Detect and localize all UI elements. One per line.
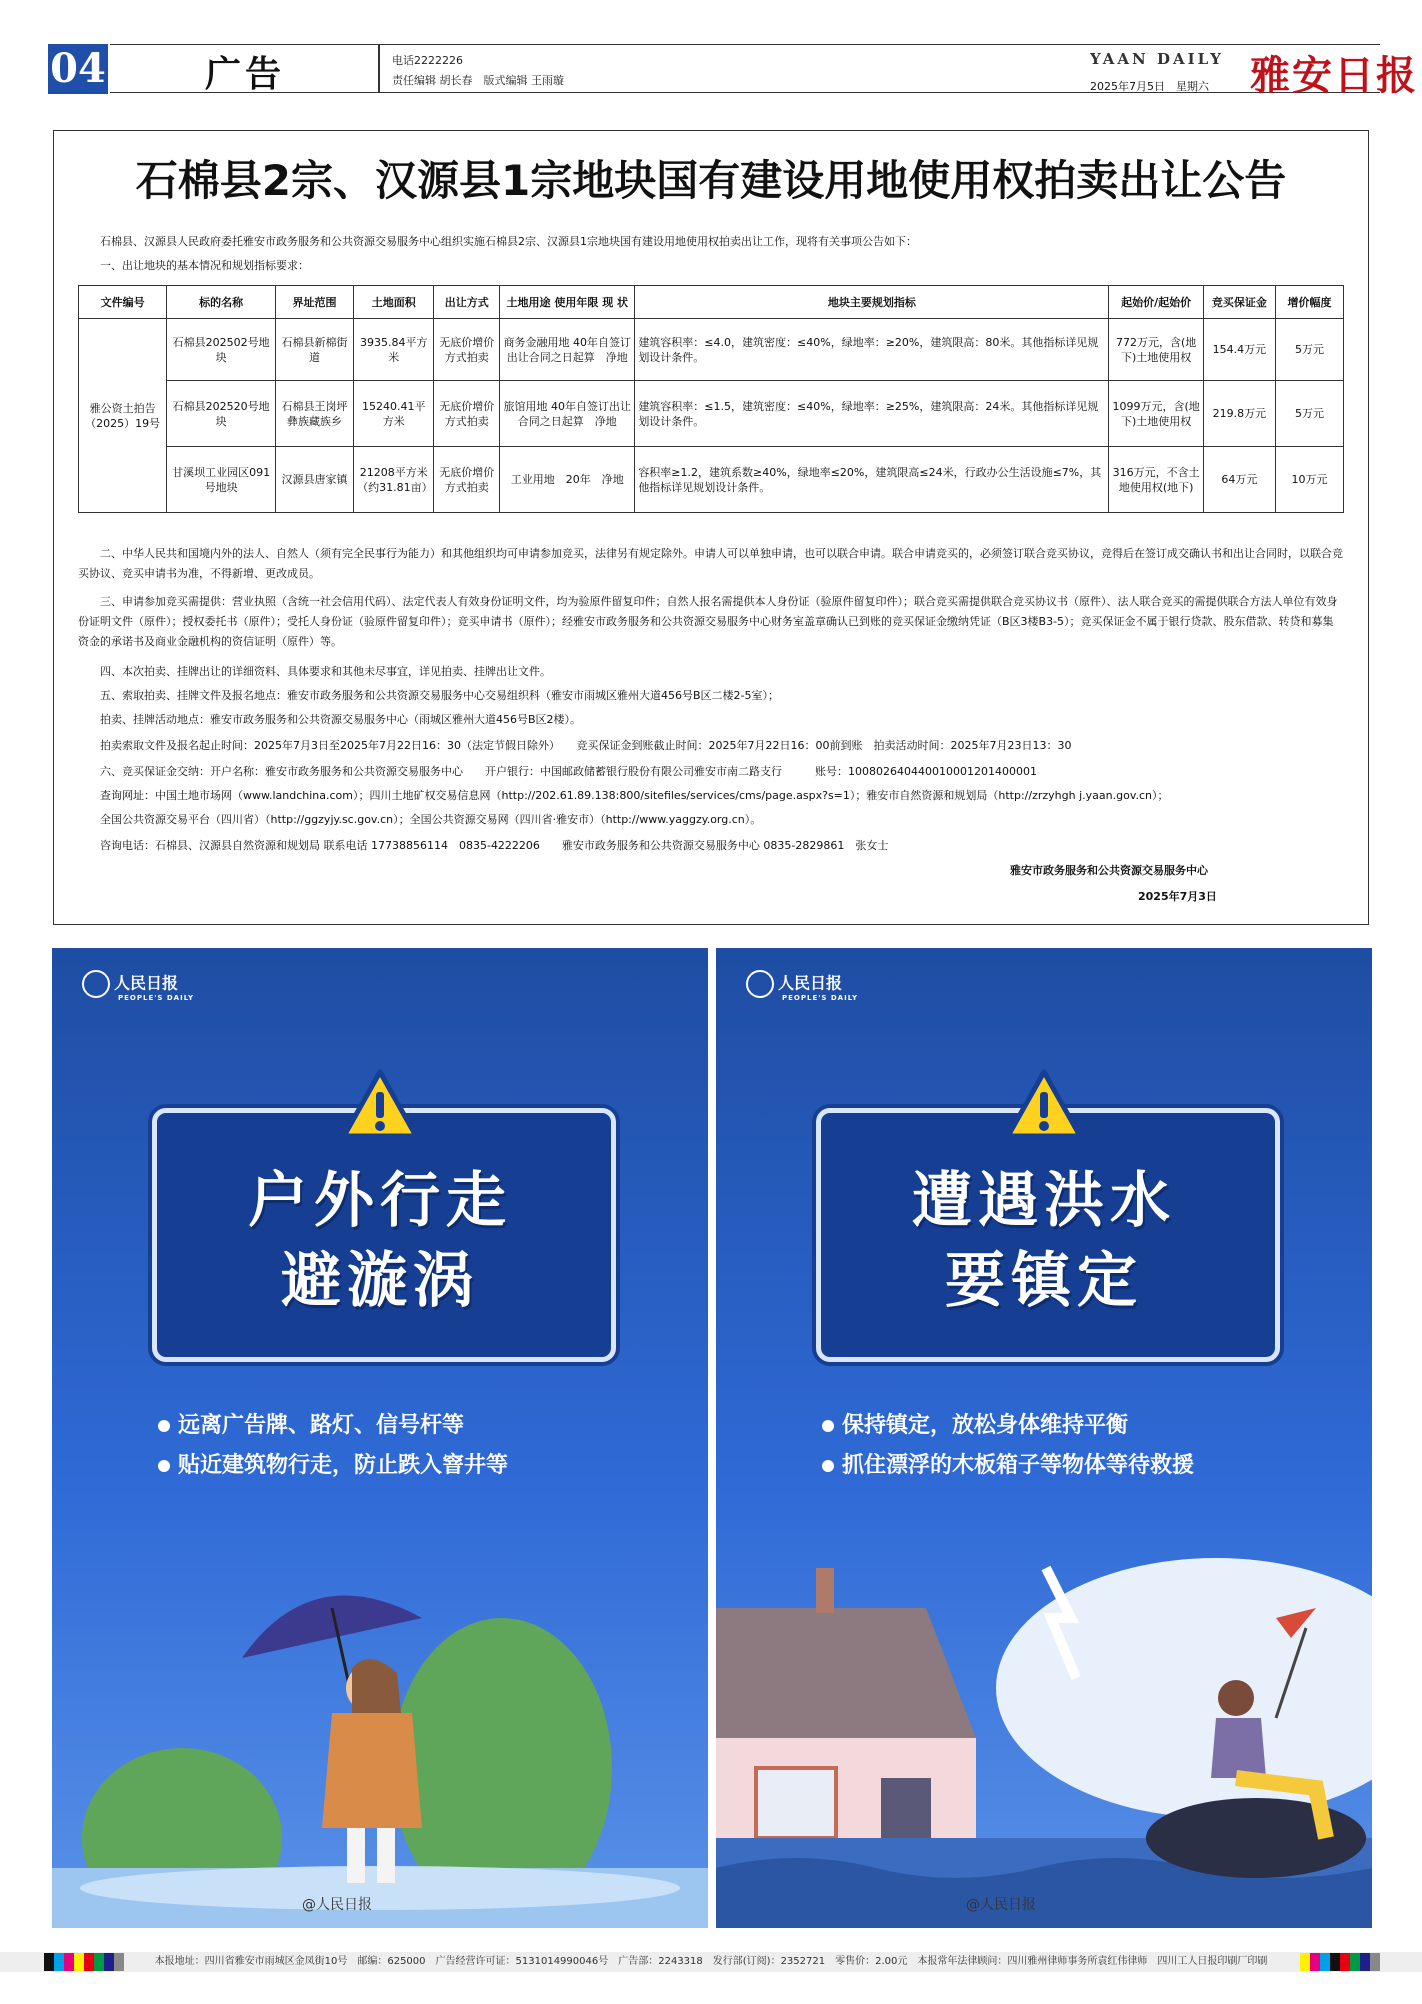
- table-row: [79, 319, 1344, 381]
- poster-logo-en: PEOPLE'S DAILY: [782, 994, 859, 1002]
- file-number: 雅公资土拍告（2025）19号: [79, 319, 167, 513]
- poster-logo-text: 人民日报: [114, 973, 179, 993]
- page-number: 04: [48, 44, 108, 94]
- woman-umbrella-illustration: [52, 1508, 708, 1928]
- header-rule-top: [110, 44, 1380, 45]
- lots-table: [78, 285, 1344, 513]
- at-icon: [746, 970, 774, 998]
- lot-range: 石棉县新棉街道: [275, 319, 353, 381]
- tip-text: 远离广告牌、路灯、信号杆等: [178, 1413, 465, 1438]
- section-2: 二、中华人民共和国境内外的法人、自然人（须有完全民事行为能力）和其他组织均可申请参加竞买，法律另有规定除外。申请人可以单独申请，也可以联合申请。联合申请竞买的，必须签订联合竞买协议，竞得后在签订成交确认书和出让合同时，以联合竞买协议、竞买申请书为准，不得新增、更改成员。: [78, 547, 1343, 580]
- col-header: 文件编号: [79, 286, 167, 319]
- phone: 电话2222226: [392, 54, 463, 67]
- tip-text: 贴近建筑物行走，防止跌入窨井等: [178, 1453, 509, 1478]
- col-header: 地块主要规划指标: [635, 286, 1109, 319]
- col-header: 土地用途 使用年限 现 状: [500, 286, 635, 319]
- lot-price: 1099万元，含(地下)土地使用权: [1109, 381, 1203, 447]
- tip-item: [158, 1448, 508, 1479]
- col-header: 起始价/起始价: [1109, 286, 1203, 319]
- section-4: 四、本次拍卖、挂牌出让的详细资料、具体要求和其他未尽事宜，详见拍卖、挂牌出让文件。: [100, 665, 551, 678]
- col-header: 界址范围: [275, 286, 353, 319]
- lot-use: 旅馆用地 40年自签订出让合同之日起算 净地: [500, 381, 635, 447]
- footer-info: 本报地址：四川省雅安市雨城区金凤街10号 邮编：625000 广告经营许可证：5131014990046号 广告部：2243318 发行部(订阅)：2352721 零售价：2.00元 本报常年法律顾问：四川雅州律师事务所袁红伟律师 四川工人日报印刷厂印刷: [0, 1952, 1422, 1972]
- section-3: 三、申请参加竞买需提供：营业执照（含统一社会信用代码）、法定代表人有效身份证明文件，均为验原件留复印件；自然人报名需提供本人身份证（验原件留复印件）；联合竞买需提供联合竞买协议书（原件）、法人联合竞买的需提供联合方法人单位有效身份证明文件（原件）；授权委托书（原件）；受托人身份证（验原件留复印件）；竞买申请书（原件）；经雅安市政务服务和公共资源交易服务中心财务室盖章确认已到账的竞买保证金缴纳凭证（B区3楼B3-5）；竞买保证金不属于银行贷款、股东借款、转贷和募集资金的承诺书及商业金融机构的资信证明（原件）等。: [78, 595, 1338, 648]
- masthead-logo: 雅安日报: [1250, 52, 1418, 99]
- tip-item: [822, 1448, 1194, 1479]
- poster-headline-2: 要镇定: [945, 1246, 1143, 1316]
- bullet-icon: [822, 1420, 834, 1432]
- lot-range: 汉源县唐家镇: [275, 447, 353, 513]
- section-6-a: 六、竞买保证金交纳：开户名称：雅安市政务服务和公共资源交易服务中心 开户银行：中国邮政储蓄银行股份有限公司雅安市南二路支行 账号：100802640440010001201400001: [100, 765, 1037, 778]
- section-5-b: 拍卖、挂牌活动地点：雅安市政务服务和公共资源交易服务中心（雨城区雅州大道456号B区2楼）。: [100, 713, 582, 726]
- page-header: [0, 0, 1422, 110]
- lot-method: 无底价增价方式拍卖: [434, 447, 500, 513]
- lot-use: 商务金融用地 40年自签订出让合同之日起算 净地: [500, 319, 635, 381]
- tip-text: 保持镇定，放松身体维持平衡: [842, 1413, 1129, 1438]
- lot-area: 15240.41平方米: [354, 381, 434, 447]
- lot-deposit: 219.8万元: [1203, 381, 1275, 447]
- bullet-icon: [158, 1420, 170, 1432]
- section-5-a: 五、索取拍卖、挂牌文件及报名地点：雅安市政务服务和公共资源交易服务中心交易组织科（雅安市雨城区雅州大道456号B区二楼2-5室）；: [100, 689, 780, 702]
- tip-item: [158, 1408, 464, 1439]
- sign-date: 2025年7月3日: [1138, 890, 1217, 903]
- watermark: @人民日报: [966, 1897, 1036, 1913]
- section-1-heading: 一、出让地块的基本情况和规划指标要求：: [100, 259, 309, 272]
- section-6-d: 咨询电话：石棉县、汉源县自然资源和规划局 联系电话 17738856114 0835-4222206 雅安市政务服务和公共资源交易服务中心 0835-2829861 张女士: [100, 839, 889, 852]
- notice-intro: 石棉县、汉源县人民政府委托雅安市政务服务和公共资源交易服务中心组织实施石棉县2宗、汉源县1宗地块国有建设用地使用权拍卖出让工作，现将有关事项公告如下：: [100, 235, 917, 248]
- lot-step: 5万元: [1275, 319, 1343, 381]
- header-divider: [378, 44, 380, 92]
- section-6-b: 查询网址：中国土地市场网（www.landchina.com）；四川土地矿权交易信息网（http://202.61.89.138:800/sitefiles/services/cms/page.aspx?s=1）；雅安市自然资源和规划局（http://zrzyhgh j.yaan.gov.cn）；: [100, 789, 1169, 802]
- col-header: 增价幅度: [1275, 286, 1343, 319]
- notice-title: 石棉县2宗、汉源县1宗地块国有建设用地使用权拍卖出让公告: [135, 156, 1287, 205]
- lot-name: 石棉县202520号地 块: [167, 381, 276, 447]
- poster-logo-text: 人民日报: [778, 973, 843, 993]
- warning-icon: [340, 1068, 420, 1140]
- lot-plan: 建筑容积率：≤4.0，建筑密度：≤40%，绿地率：≥20%，建筑限高：80米。其他指标详见规划设计条件。: [635, 319, 1109, 381]
- poster-flood-calm: [716, 948, 1372, 1928]
- lot-deposit: 64万元: [1203, 447, 1275, 513]
- poster-logo: [746, 970, 858, 1002]
- section-name: 广告: [205, 54, 286, 95]
- poster-headline-2: 避漩涡: [281, 1246, 479, 1316]
- bullet-icon: [822, 1460, 834, 1472]
- lot-plan: 容积率≥1.2，建筑系数≥40%，绿地率≤20%，建筑限高≤24米，行政办公生活设施≤7%，其他指标详见规划设计条件。: [635, 447, 1109, 513]
- lot-name: 石棉县202502号地 块: [167, 319, 276, 381]
- bullet-icon: [158, 1460, 170, 1472]
- poster-logo: [82, 970, 194, 1002]
- section-5-c: 拍卖索取文件及报名起止时间：2025年7月3日至2025年7月22日16：30（法定节假日除外） 竞买保证金到账截止时间：2025年7月22日16：00前到账 拍卖活动时间：2025年7月23日13：30: [100, 739, 1072, 752]
- poster-headline-1: 遭遇洪水: [912, 1166, 1176, 1236]
- tip-item: [822, 1408, 1128, 1439]
- color-registration-bar-right: [1300, 1953, 1380, 1971]
- warning-icon: [1004, 1068, 1084, 1140]
- lot-deposit: 154.4万元: [1203, 319, 1275, 381]
- lot-method: 无底价增价方式拍卖: [434, 319, 500, 381]
- issue-date: 2025年7月5日 星期六: [1090, 80, 1209, 93]
- lot-step: 10万元: [1275, 447, 1343, 513]
- poster-logo-en: PEOPLE'S DAILY: [118, 994, 195, 1002]
- table-row: [79, 381, 1344, 447]
- lot-price: 772万元，含(地下)土地使用权: [1109, 319, 1203, 381]
- table-header-row: [79, 286, 1344, 319]
- at-icon: [82, 970, 110, 998]
- col-header: 竞买保证金: [1203, 286, 1275, 319]
- lot-range: 石棉县王岗坪彝族藏族乡: [275, 381, 353, 447]
- col-header: 出让方式: [434, 286, 500, 319]
- lot-method: 无底价增价方式拍卖: [434, 381, 500, 447]
- col-header: 标的名称: [167, 286, 276, 319]
- color-registration-bar-left: [44, 1953, 124, 1971]
- table-row: [79, 447, 1344, 513]
- paper-name-en: YAAN DAILY: [1090, 50, 1224, 68]
- lot-use: 工业用地 20年 净地: [500, 447, 635, 513]
- col-header: 土地面积: [354, 286, 434, 319]
- watermark: @人民日报: [302, 1897, 372, 1913]
- poster-flood-walk: [52, 948, 708, 1928]
- lot-area: 21208平方米（约31.81亩）: [354, 447, 434, 513]
- lot-name: 甘溪坝工业园区091号地块: [167, 447, 276, 513]
- editors: 责任编辑 胡长春 版式编辑 王雨璇: [392, 74, 564, 87]
- lot-plan: 建筑容积率：≤1.5，建筑密度：≤40%，绿地率：≥25%，建筑限高：24米。其他指标详见规划设计条件。: [635, 381, 1109, 447]
- signer: 雅安市政务服务和公共资源交易服务中心: [1010, 864, 1208, 877]
- tip-text: 抓住漂浮的木板箱子等物体等待救援: [842, 1453, 1195, 1478]
- lot-area: 3935.84平方米: [354, 319, 434, 381]
- lot-step: 5万元: [1275, 381, 1343, 447]
- lot-price: 316万元，不含土地使用权(地下): [1109, 447, 1203, 513]
- poster-headline-1: 户外行走: [248, 1166, 512, 1236]
- section-6-c: 全国公共资源交易平台（四川省）（http://ggzyjy.sc.gov.cn）；全国公共资源交易网（四川省·雅安市）（http://www.yaggzy.org.cn）。: [100, 813, 762, 826]
- flood-house-illustration: [716, 1508, 1372, 1928]
